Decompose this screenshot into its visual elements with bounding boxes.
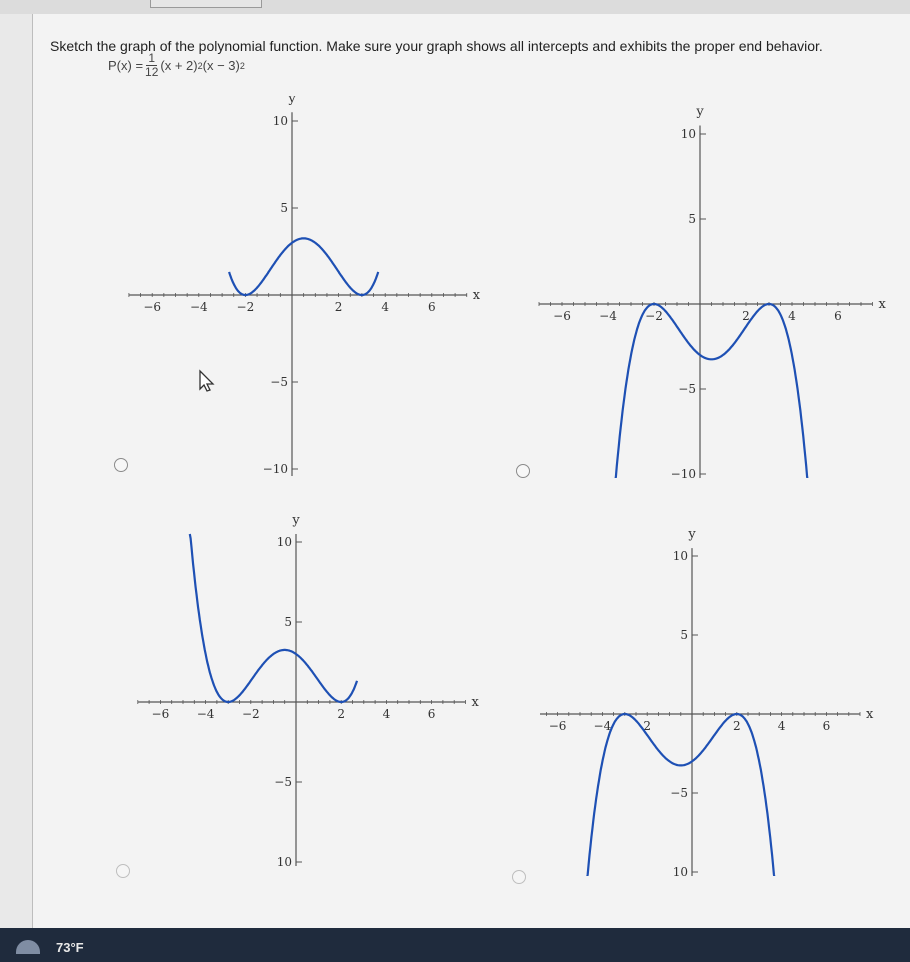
y-tick-label: 5 bbox=[688, 212, 696, 226]
choice-a-graph[interactable] bbox=[118, 96, 488, 476]
browser-top-bar bbox=[0, 0, 910, 14]
y-axis-label: y bbox=[292, 516, 300, 528]
y-tick-label: −5 bbox=[270, 375, 288, 389]
y-tick-label: 10 bbox=[680, 127, 696, 141]
y-tick-label: 5 bbox=[284, 615, 292, 629]
x-tick-label: 6 bbox=[427, 300, 436, 314]
x-axis-label: x bbox=[471, 695, 479, 710]
x-tick-label: 2 bbox=[334, 300, 343, 314]
formula-factor-2: (x − 3) bbox=[202, 58, 240, 73]
formula-exponent-1: 2 bbox=[197, 60, 203, 71]
x-tick-label: 2 bbox=[643, 719, 652, 733]
y-tick-label: −10 bbox=[670, 467, 696, 478]
y-axis-label: y bbox=[696, 106, 704, 120]
y-axis-label: y bbox=[288, 96, 296, 107]
choice-c-graph[interactable] bbox=[130, 516, 480, 866]
x-tick-label: −2 bbox=[645, 309, 663, 323]
formula-lhs: P(x) = bbox=[108, 58, 144, 73]
x-tick-label: 6 bbox=[822, 719, 831, 733]
y-tick-label: −5 bbox=[274, 775, 292, 789]
x-tick-label: 4 bbox=[381, 300, 390, 314]
choice-d-graph[interactable] bbox=[540, 526, 885, 876]
x-tick-label: 2 bbox=[337, 707, 346, 721]
x-tick-label: −6 bbox=[548, 719, 567, 733]
y-tick-label: 10 bbox=[276, 855, 292, 866]
y-tick-label: 10 bbox=[276, 535, 292, 549]
polynomial-curve bbox=[615, 304, 808, 478]
weather-temperature[interactable]: 73°F bbox=[56, 940, 84, 955]
taskbar bbox=[0, 928, 910, 962]
x-tick-label: −6 bbox=[553, 309, 571, 323]
formula-factor-1: (x + 2) bbox=[160, 58, 198, 73]
choice-b-graph[interactable] bbox=[530, 106, 900, 478]
x-tick-label: 4 bbox=[777, 719, 786, 733]
polynomial-curve bbox=[190, 534, 357, 702]
x-tick-label: 6 bbox=[427, 707, 436, 721]
x-tick-label: −2 bbox=[236, 300, 255, 314]
polynomial-formula bbox=[108, 52, 245, 79]
choice-b-radio[interactable] bbox=[516, 464, 530, 478]
x-tick-label: −6 bbox=[143, 300, 162, 314]
y-tick-label: −5 bbox=[670, 786, 688, 800]
y-tick-label: 5 bbox=[680, 628, 688, 642]
formula-fraction bbox=[145, 52, 158, 79]
y-tick-label: 10 bbox=[672, 549, 688, 563]
graph-svg bbox=[540, 526, 885, 876]
x-tick-label: 2 bbox=[742, 309, 750, 323]
fraction-denominator: 12 bbox=[145, 65, 159, 79]
x-tick-label: −4 bbox=[196, 707, 215, 721]
x-tick-label: −4 bbox=[593, 719, 612, 733]
browser-tab[interactable] bbox=[150, 0, 262, 8]
graph-svg bbox=[118, 96, 488, 476]
fraction-numerator: 1 bbox=[148, 51, 156, 65]
graph-svg bbox=[530, 106, 900, 478]
x-axis-label: x bbox=[878, 297, 886, 312]
x-tick-label: 4 bbox=[788, 309, 796, 323]
y-tick-label: −5 bbox=[678, 382, 696, 396]
x-axis-label: x bbox=[472, 288, 481, 303]
y-tick-label: −10 bbox=[262, 462, 288, 476]
question-prompt: Sketch the graph of the polynomial function. Make sure your graph shows all intercepts and exhibits the proper end behavior. bbox=[50, 38, 823, 54]
polynomial-curve bbox=[229, 238, 378, 295]
choice-c-radio[interactable] bbox=[116, 864, 130, 878]
y-tick-label: 10 bbox=[272, 114, 288, 128]
choice-d-radio[interactable] bbox=[512, 870, 526, 884]
x-tick-label: 6 bbox=[834, 309, 842, 323]
mouse-cursor-icon bbox=[198, 369, 218, 393]
x-axis-label: x bbox=[866, 707, 874, 722]
graph-svg bbox=[130, 516, 480, 866]
y-tick-label: 5 bbox=[280, 201, 288, 215]
x-tick-label: 4 bbox=[382, 707, 391, 721]
x-tick-label: −2 bbox=[241, 707, 260, 721]
y-tick-label: 10 bbox=[672, 865, 688, 876]
x-tick-label: −4 bbox=[599, 309, 617, 323]
x-tick-label: −4 bbox=[189, 300, 208, 314]
x-tick-label: −6 bbox=[151, 707, 170, 721]
y-axis-label: y bbox=[688, 527, 696, 543]
weather-cloud-icon[interactable] bbox=[16, 940, 40, 954]
formula-exponent-2: 2 bbox=[239, 60, 245, 71]
x-tick-label: 2 bbox=[732, 719, 741, 733]
